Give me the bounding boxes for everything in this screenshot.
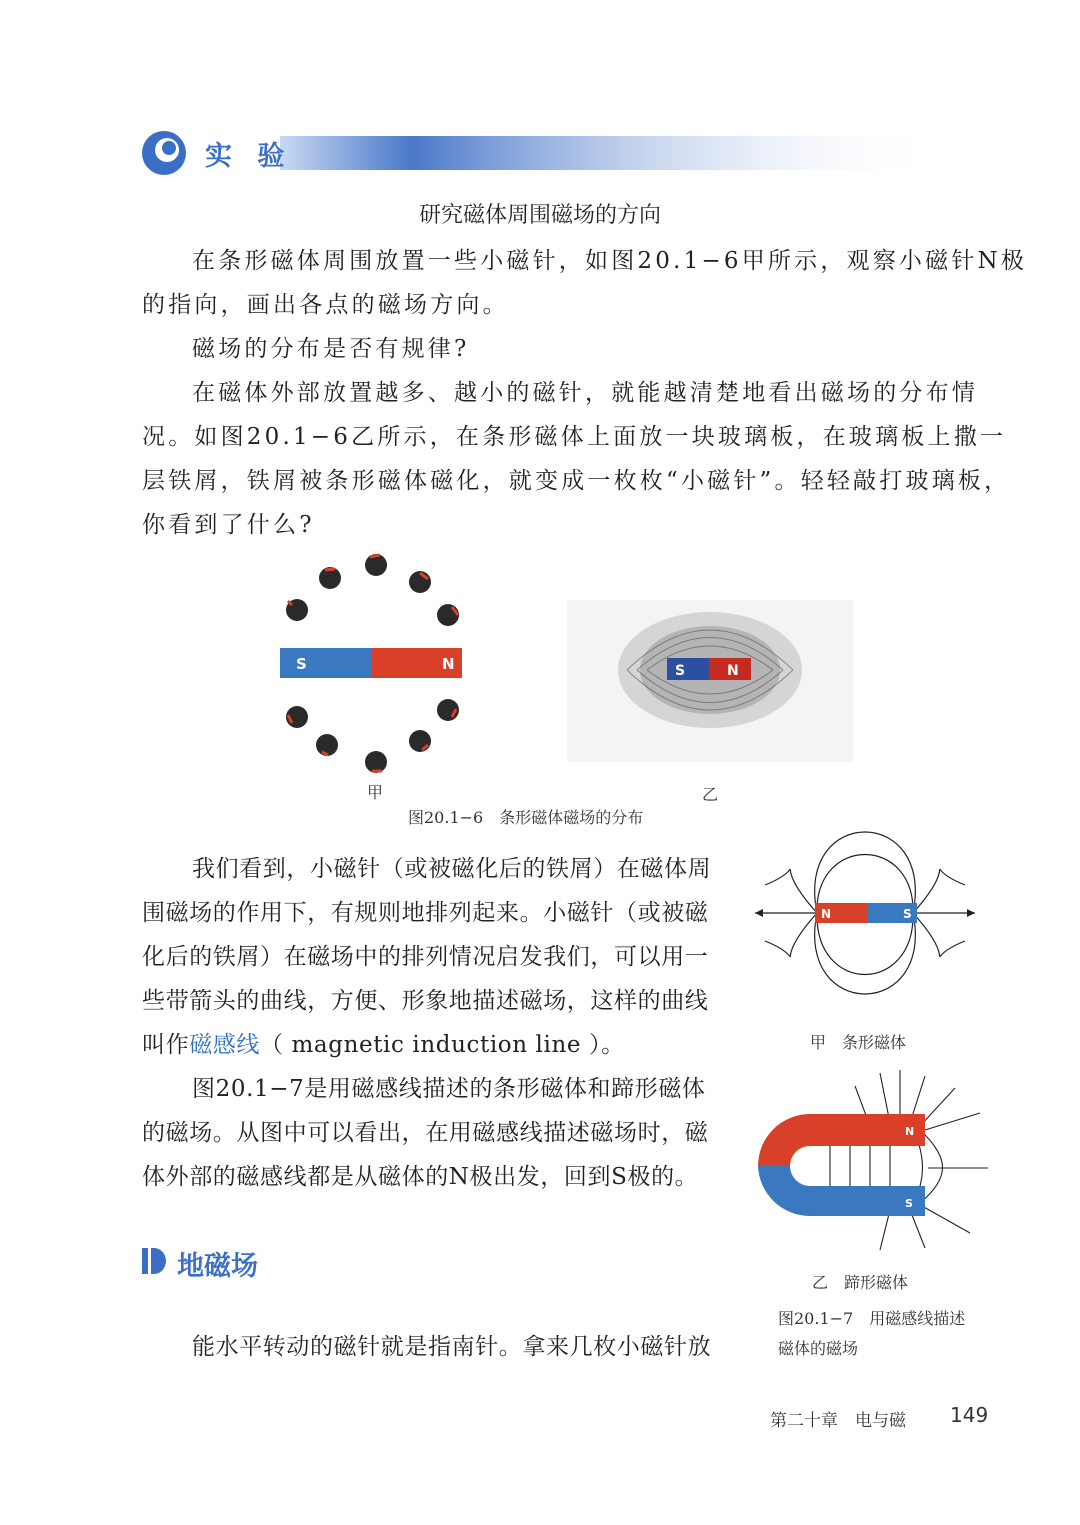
bar-magnet-field-lines-figure	[755, 825, 975, 1005]
experiment-title: 研究磁体周围磁场的方向	[418, 203, 661, 228]
pole-n-label: N	[727, 663, 739, 679]
body-text: （ magnetic induction line ）。	[260, 1032, 625, 1058]
figure-caption: 图20.1−6 条形磁体磁场的分布	[408, 808, 644, 827]
body-line	[142, 1024, 625, 1067]
keyword-magnetic-induction-line: 磁感线	[189, 1032, 261, 1058]
figure-caption: 图20.1−7 用磁感线描述	[778, 1309, 966, 1328]
bar-magnet-compass-figure	[270, 545, 470, 780]
paragraph-line: 况。如图20.1−6乙所示，在条形磁体上面放一块玻璃板，在玻璃板上撒一	[142, 424, 1007, 450]
body-line: 图20.1−7是用磁感线描述的条形磁体和蹄形磁体	[192, 1076, 706, 1102]
body-line: 能水平转动的磁针就是指南针。拿来几枚小磁针放	[192, 1334, 712, 1360]
body-line: 些带箭头的曲线，方便、形象地描述磁场，这样的曲线	[142, 988, 709, 1014]
body-line: 的磁场。从图中可以看出，在用磁感线描述磁场时，磁	[142, 1120, 709, 1146]
pole-s-label: S	[675, 663, 686, 679]
page-number: 149	[950, 1403, 989, 1427]
figure-caption: 磁体的磁场	[778, 1339, 859, 1358]
pole-s-label: S	[296, 655, 307, 673]
pole-n-label: N	[442, 655, 455, 673]
pole-s-label: S	[903, 907, 912, 921]
figure-label-b: 乙	[702, 785, 719, 804]
body-line: 围磁场的作用下，有规则地排列起来。小磁针（或被磁	[142, 900, 709, 926]
paragraph-line: 在磁体外部放置越多、越小的磁针，就能越清楚地看出磁场的分布情	[192, 380, 978, 406]
paragraph-line: 的指向，画出各点的磁场方向。	[142, 292, 509, 318]
pole-n-label: N	[905, 1125, 915, 1138]
figure-label-a: 甲 条形磁体	[810, 1033, 907, 1052]
paragraph-line: 层铁屑，铁屑被条形磁体磁化，就变成一枚枚“小磁针”。轻轻敲打玻璃板，	[142, 468, 1011, 494]
magnet-south-half	[280, 648, 372, 678]
body-text: 叫作	[142, 1032, 190, 1058]
pole-n-label: N	[821, 907, 832, 921]
section-marker-icon	[142, 1246, 166, 1276]
body-line: 化后的铁屑）在磁场中的排列情况启发我们，可以用一	[142, 944, 709, 970]
section-title: 地磁场	[177, 1251, 258, 1282]
footer-chapter: 第二十章 电与磁	[770, 1411, 906, 1431]
body-line: 体外部的磁感线都是从磁体的N极出发，回到S极的。	[142, 1164, 699, 1190]
iron-filings-figure	[567, 600, 853, 762]
figure-label-b: 乙 蹄形磁体	[812, 1273, 909, 1292]
pole-s-label: S	[905, 1197, 913, 1210]
horseshoe-magnet-field-figure	[750, 1068, 995, 1253]
body-line: 我们看到，小磁针（或被磁化后的铁屑）在磁体周	[192, 856, 712, 882]
paragraph-line: 你看到了什么?	[142, 512, 315, 538]
paragraph-line: 在条形磁体周围放置一些小磁针，如图20.1−6甲所示，观察小磁针N极	[192, 248, 1028, 274]
paragraph-line: 磁场的分布是否有规律?	[192, 336, 470, 362]
figure-label-a: 甲	[367, 783, 384, 802]
experiment-label: 实 验	[205, 141, 293, 172]
